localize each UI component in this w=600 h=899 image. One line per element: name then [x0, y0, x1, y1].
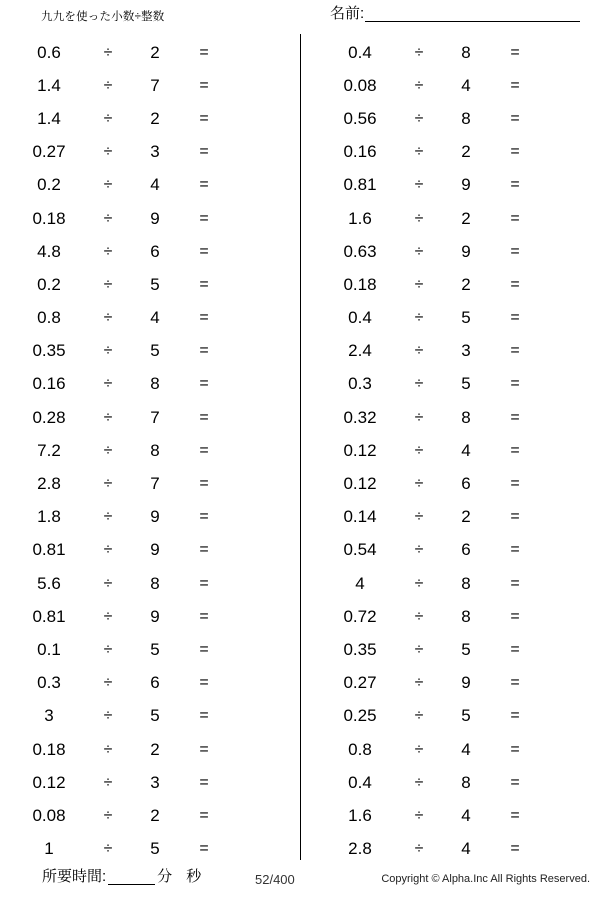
divide-icon: ÷: [103, 143, 113, 161]
divide-icon: ÷: [103, 375, 113, 393]
divisor: 4: [150, 175, 160, 195]
dividend: 0.56: [343, 108, 377, 128]
divide-icon: ÷: [414, 607, 424, 625]
problem-column-right: [300, 34, 600, 860]
divisor: 4: [461, 440, 471, 460]
divisor: 8: [461, 606, 471, 626]
divide-icon: ÷: [103, 840, 113, 858]
divide-icon: ÷: [103, 209, 113, 227]
problem-row: [0, 501, 300, 534]
problem-row: [0, 401, 300, 434]
problem-row: [301, 69, 600, 102]
dividend: 0.4: [348, 42, 372, 62]
problem-row: [301, 733, 600, 766]
equals-icon: =: [510, 408, 520, 426]
equals-icon: =: [199, 441, 209, 459]
copyright-notice: Copyright © Alpha.Inc All Rights Reserved.: [381, 873, 590, 885]
dividend: 1.4: [37, 108, 61, 128]
divide-icon: ÷: [103, 707, 113, 725]
dividend: 0.8: [37, 308, 61, 328]
problem-row: [301, 202, 600, 235]
problem-row: [301, 268, 600, 301]
worksheet-header: [0, 0, 600, 34]
problem-row: [0, 335, 300, 368]
page-title: 九九を使った小数÷整数: [41, 11, 165, 23]
problem-row: [0, 467, 300, 500]
divide-icon: ÷: [103, 109, 113, 127]
dividend: 1.4: [37, 75, 61, 95]
problem-row: [0, 799, 300, 832]
divide-icon: ÷: [414, 707, 424, 725]
divide-icon: ÷: [414, 508, 424, 526]
problem-row: [301, 501, 600, 534]
dividend: 0.27: [343, 673, 377, 693]
divide-icon: ÷: [103, 275, 113, 293]
dividend: 3: [44, 706, 54, 726]
problem-row: [301, 302, 600, 335]
divisor: 9: [150, 208, 160, 228]
equals-icon: =: [510, 541, 520, 559]
divide-icon: ÷: [414, 76, 424, 94]
equals-icon: =: [510, 607, 520, 625]
equals-icon: =: [510, 574, 520, 592]
divisor: 9: [461, 673, 471, 693]
dividend: 0.81: [32, 606, 66, 626]
divide-icon: ÷: [103, 773, 113, 791]
divide-icon: ÷: [103, 408, 113, 426]
problem-row: [301, 401, 600, 434]
divisor: 7: [150, 474, 160, 494]
divisor: 5: [150, 341, 160, 361]
dividend: 0.14: [343, 507, 377, 527]
equals-icon: =: [510, 176, 520, 194]
equals-icon: =: [510, 143, 520, 161]
divisor: 8: [150, 440, 160, 460]
equals-icon: =: [510, 242, 520, 260]
dividend: 2.8: [37, 474, 61, 494]
problem-row: [0, 102, 300, 135]
divide-icon: ÷: [414, 475, 424, 493]
seconds-unit-label: 秒: [186, 868, 202, 885]
equals-icon: =: [510, 806, 520, 824]
dividend: 0.16: [32, 374, 66, 394]
divisor: 7: [150, 407, 160, 427]
divisor: 5: [150, 706, 160, 726]
divisor: 3: [150, 772, 160, 792]
page-number: 52/400: [255, 872, 295, 887]
divide-icon: ÷: [414, 209, 424, 227]
divide-icon: ÷: [414, 840, 424, 858]
dividend: 1.6: [348, 208, 372, 228]
divisor: 8: [150, 374, 160, 394]
problem-row: [301, 368, 600, 401]
dividend: 7.2: [37, 440, 61, 460]
divide-icon: ÷: [103, 242, 113, 260]
dividend: 0.3: [37, 673, 61, 693]
equals-icon: =: [510, 508, 520, 526]
equals-icon: =: [199, 275, 209, 293]
problem-row: [0, 235, 300, 268]
divisor: 2: [150, 42, 160, 62]
divisor: 3: [150, 142, 160, 162]
divide-icon: ÷: [414, 342, 424, 360]
dividend: 4: [355, 573, 365, 593]
divide-icon: ÷: [103, 508, 113, 526]
divisor: 9: [461, 175, 471, 195]
name-label: 名前:: [330, 5, 365, 22]
divide-icon: ÷: [414, 740, 424, 758]
dividend: 2.8: [348, 839, 372, 859]
dividend: 0.1: [37, 639, 61, 659]
equals-icon: =: [199, 707, 209, 725]
dividend: 0.28: [32, 407, 66, 427]
divide-icon: ÷: [103, 176, 113, 194]
dividend: 0.81: [343, 175, 377, 195]
equals-icon: =: [199, 475, 209, 493]
divisor: 6: [150, 241, 160, 261]
divisor: 2: [150, 805, 160, 825]
divide-icon: ÷: [414, 109, 424, 127]
dividend: 0.35: [32, 341, 66, 361]
divisor: 8: [461, 108, 471, 128]
problem-row: [0, 633, 300, 666]
divide-icon: ÷: [414, 441, 424, 459]
equals-icon: =: [510, 773, 520, 791]
equals-icon: =: [510, 441, 520, 459]
problem-row: [301, 667, 600, 700]
equals-icon: =: [199, 176, 209, 194]
divide-icon: ÷: [103, 441, 113, 459]
dividend: 0.16: [343, 142, 377, 162]
problem-row: [0, 766, 300, 799]
dividend: 0.12: [343, 474, 377, 494]
equals-icon: =: [199, 76, 209, 94]
dividend: 1: [44, 839, 54, 859]
divide-icon: ÷: [103, 740, 113, 758]
divisor: 5: [461, 706, 471, 726]
divisor: 6: [461, 474, 471, 494]
dividend: 0.54: [343, 540, 377, 560]
equals-icon: =: [510, 109, 520, 127]
dividend: 0.27: [32, 142, 66, 162]
equals-icon: =: [510, 342, 520, 360]
equals-icon: =: [199, 541, 209, 559]
dividend: 0.81: [32, 540, 66, 560]
divisor: 4: [461, 839, 471, 859]
divisor: 2: [461, 507, 471, 527]
problem-row: [0, 202, 300, 235]
divisor: 2: [461, 208, 471, 228]
problem-row: [301, 766, 600, 799]
equals-icon: =: [510, 309, 520, 327]
divide-icon: ÷: [103, 76, 113, 94]
divisor: 5: [150, 274, 160, 294]
divisor: 5: [150, 839, 160, 859]
equals-icon: =: [510, 840, 520, 858]
divisor: 7: [150, 75, 160, 95]
dividend: 0.4: [348, 772, 372, 792]
divide-icon: ÷: [414, 176, 424, 194]
problem-columns: [0, 34, 600, 860]
equals-icon: =: [510, 209, 520, 227]
problem-row: [301, 600, 600, 633]
problem-row: [0, 36, 300, 69]
dividend: 0.12: [32, 772, 66, 792]
dividend: 0.08: [32, 805, 66, 825]
divisor: 8: [461, 772, 471, 792]
equals-icon: =: [510, 475, 520, 493]
divide-icon: ÷: [414, 143, 424, 161]
divide-icon: ÷: [414, 43, 424, 61]
dividend: 0.18: [32, 208, 66, 228]
problem-row: [301, 633, 600, 666]
dividend: 0.72: [343, 606, 377, 626]
equals-icon: =: [199, 143, 209, 161]
problem-row: [301, 534, 600, 567]
problem-row: [301, 36, 600, 69]
problem-row: [0, 69, 300, 102]
dividend: 0.12: [343, 440, 377, 460]
divisor: 3: [461, 341, 471, 361]
problem-row: [0, 667, 300, 700]
divisor: 2: [461, 142, 471, 162]
equals-icon: =: [199, 43, 209, 61]
equals-icon: =: [199, 607, 209, 625]
elapsed-time-group: [42, 869, 201, 885]
dividend: 0.3: [348, 374, 372, 394]
problem-row: [0, 700, 300, 733]
problem-row: [301, 700, 600, 733]
equals-icon: =: [510, 375, 520, 393]
dividend: 4.8: [37, 241, 61, 261]
equals-icon: =: [510, 640, 520, 658]
equals-icon: =: [510, 707, 520, 725]
problem-row: [0, 169, 300, 202]
equals-icon: =: [199, 840, 209, 858]
divisor: 4: [461, 75, 471, 95]
divisor: 8: [461, 42, 471, 62]
equals-icon: =: [510, 275, 520, 293]
divide-icon: ÷: [414, 242, 424, 260]
problem-row: [0, 368, 300, 401]
problem-row: [0, 534, 300, 567]
dividend: 0.25: [343, 706, 377, 726]
divisor: 2: [150, 739, 160, 759]
equals-icon: =: [199, 640, 209, 658]
dividend: 0.18: [32, 739, 66, 759]
divisor: 9: [461, 241, 471, 261]
name-input-line[interactable]: [365, 6, 580, 22]
dividend: 2.4: [348, 341, 372, 361]
dividend: 0.32: [343, 407, 377, 427]
equals-icon: =: [510, 76, 520, 94]
dividend: 5.6: [37, 573, 61, 593]
problem-row: [0, 434, 300, 467]
divide-icon: ÷: [103, 43, 113, 61]
divide-icon: ÷: [103, 806, 113, 824]
divide-icon: ÷: [103, 541, 113, 559]
divide-icon: ÷: [414, 574, 424, 592]
divisor: 4: [461, 739, 471, 759]
equals-icon: =: [199, 342, 209, 360]
dividend: 0.08: [343, 75, 377, 95]
dividend: 1.6: [348, 805, 372, 825]
divide-icon: ÷: [414, 640, 424, 658]
divisor: 8: [461, 407, 471, 427]
problem-row: [301, 136, 600, 169]
dividend: 0.2: [37, 274, 61, 294]
dividend: 0.63: [343, 241, 377, 261]
name-field-group: [330, 6, 580, 22]
divide-icon: ÷: [103, 607, 113, 625]
divisor: 5: [461, 374, 471, 394]
divisor: 8: [461, 573, 471, 593]
equals-icon: =: [199, 574, 209, 592]
equals-icon: =: [199, 806, 209, 824]
dividend: 0.8: [348, 739, 372, 759]
divisor: 2: [461, 274, 471, 294]
equals-icon: =: [510, 740, 520, 758]
equals-icon: =: [199, 508, 209, 526]
divide-icon: ÷: [414, 674, 424, 692]
equals-icon: =: [199, 740, 209, 758]
equals-icon: =: [510, 43, 520, 61]
problem-row: [301, 467, 600, 500]
problem-row: [301, 335, 600, 368]
dividend: 0.35: [343, 639, 377, 659]
equals-icon: =: [199, 773, 209, 791]
divide-icon: ÷: [103, 475, 113, 493]
problem-row: [0, 600, 300, 633]
divisor: 4: [150, 308, 160, 328]
equals-icon: =: [199, 109, 209, 127]
equals-icon: =: [199, 375, 209, 393]
divide-icon: ÷: [103, 574, 113, 592]
elapsed-time-label: 所要時間:: [42, 868, 107, 885]
equals-icon: =: [199, 309, 209, 327]
divide-icon: ÷: [103, 640, 113, 658]
divide-icon: ÷: [103, 674, 113, 692]
divide-icon: ÷: [414, 773, 424, 791]
divide-icon: ÷: [414, 275, 424, 293]
equals-icon: =: [199, 408, 209, 426]
divide-icon: ÷: [414, 408, 424, 426]
divide-icon: ÷: [103, 309, 113, 327]
equals-icon: =: [510, 674, 520, 692]
divide-icon: ÷: [103, 342, 113, 360]
divisor: 9: [150, 507, 160, 527]
problem-row: [0, 136, 300, 169]
dividend: 0.6: [37, 42, 61, 62]
divisor: 8: [150, 573, 160, 593]
divisor: 5: [461, 308, 471, 328]
minutes-input-line[interactable]: [108, 869, 155, 885]
equals-icon: =: [199, 674, 209, 692]
problem-row: [0, 302, 300, 335]
divisor: 2: [150, 108, 160, 128]
divide-icon: ÷: [414, 375, 424, 393]
dividend: 1.8: [37, 507, 61, 527]
divisor: 6: [461, 540, 471, 560]
divide-icon: ÷: [414, 806, 424, 824]
problem-row: [301, 799, 600, 832]
problem-row: [301, 567, 600, 600]
worksheet-footer: [0, 860, 600, 899]
problem-row: [0, 733, 300, 766]
minutes-unit-label: 分: [157, 868, 173, 885]
dividend: 0.4: [348, 308, 372, 328]
problem-row: [0, 567, 300, 600]
equals-icon: =: [199, 209, 209, 227]
divisor: 6: [150, 673, 160, 693]
problem-row: [301, 434, 600, 467]
divisor: 4: [461, 805, 471, 825]
divide-icon: ÷: [414, 541, 424, 559]
problem-column-left: [0, 34, 300, 860]
divisor: 5: [150, 639, 160, 659]
divide-icon: ÷: [414, 309, 424, 327]
problem-row: [301, 235, 600, 268]
dividend: 0.2: [37, 175, 61, 195]
problem-row: [301, 169, 600, 202]
divisor: 9: [150, 606, 160, 626]
divisor: 5: [461, 639, 471, 659]
problem-row: [0, 268, 300, 301]
equals-icon: =: [199, 242, 209, 260]
divisor: 9: [150, 540, 160, 560]
dividend: 0.18: [343, 274, 377, 294]
problem-row: [301, 102, 600, 135]
